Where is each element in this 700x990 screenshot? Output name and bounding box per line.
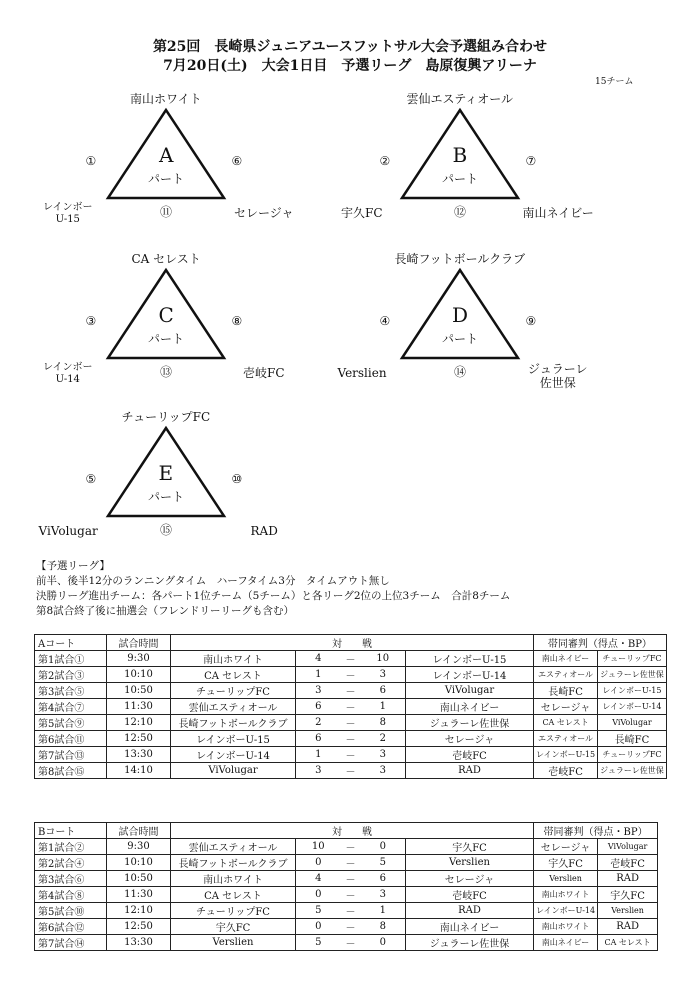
pool-d-bottom-left-team: Verslien (337, 366, 387, 380)
home-team: チューリップFC (171, 903, 296, 919)
game-number: 第2試合④ (35, 855, 107, 871)
score-separator: － (341, 715, 361, 731)
match-time: 13:30 (107, 935, 171, 951)
pool-b-left-number: ② (379, 154, 391, 168)
score-separator: － (341, 699, 361, 715)
table-row (35, 731, 667, 747)
referee-2: RAD (598, 871, 658, 887)
pool-b-right-number: ⑦ (525, 154, 537, 168)
home-score: 2 (296, 715, 341, 731)
score-separator: － (341, 903, 361, 919)
pool-e-right-number: ⑩ (231, 472, 243, 486)
table-row (35, 839, 658, 855)
pool-a-bottom-left-team: レインボー U-15 (43, 202, 93, 225)
home-score: 6 (296, 699, 341, 715)
score-separator: － (341, 747, 361, 763)
referee-1: エスティオール (534, 731, 598, 747)
home-score: 6 (296, 731, 341, 747)
table-row (35, 747, 667, 763)
pool-e-bottom-left-team: ViVolugar (38, 524, 98, 538)
home-score: 0 (296, 887, 341, 903)
away-score: 6 (361, 871, 406, 887)
court-a-header-match: 対 戦 (171, 635, 534, 651)
away-team: レインボーU-14 (406, 667, 534, 683)
referee-2: チューリップFC (598, 747, 667, 763)
referee-2: 壱岐FC (598, 855, 658, 871)
pool-b-bottom-right-team: 南山ネイビー (522, 206, 594, 220)
game-number: 第7試合⑭ (35, 935, 107, 951)
pool-d-bottom-right-team: ジュラーレ 佐世保 (528, 362, 588, 390)
pool-c-bottom-left-team: レインボー U-14 (43, 362, 93, 385)
table-row (35, 667, 667, 683)
score-separator: － (341, 683, 361, 699)
home-team: レインボーU-15 (171, 731, 296, 747)
table-row (35, 763, 667, 779)
game-number: 第4試合⑦ (35, 699, 107, 715)
pool-d-letter: D (452, 303, 469, 327)
pool-c-right-number: ⑧ (231, 314, 243, 328)
away-team: RAD (406, 903, 534, 919)
referee-2: RAD (598, 919, 658, 935)
home-score: 1 (296, 667, 341, 683)
score-separator: － (341, 763, 361, 779)
pool-e-letter: E (158, 461, 174, 485)
away-team: ジュラーレ佐世保 (406, 935, 534, 951)
referee-1: 南山ホワイト (534, 887, 598, 903)
game-number: 第5試合⑨ (35, 715, 107, 731)
referee-1: レインボーU-15 (534, 747, 598, 763)
rules-line-3: 第8試合終了後に抽選会（フレンドリーリーグも含む） (36, 605, 294, 617)
match-time: 12:10 (107, 715, 171, 731)
pool-a-letter: A (159, 143, 174, 167)
referee-1: エスティオール (534, 667, 598, 683)
home-team: 宇久FC (171, 919, 296, 935)
match-time: 10:50 (107, 683, 171, 699)
pool-a-bottom-right-team: セレージャ (234, 206, 294, 220)
match-time: 12:50 (107, 731, 171, 747)
home-score: 5 (296, 903, 341, 919)
referee-2: 長崎FC (598, 731, 667, 747)
referee-2: 宇久FC (598, 887, 658, 903)
score-separator: － (341, 935, 361, 951)
game-number: 第4試合⑧ (35, 887, 107, 903)
rules-block (36, 559, 510, 619)
referee-1: CA セレスト (534, 715, 598, 731)
home-team: 南山ホワイト (171, 651, 296, 667)
away-score: 3 (361, 763, 406, 779)
pool-a-bottom-number: ⑪ (160, 205, 173, 219)
referee-2: レインボーU-14 (598, 699, 667, 715)
table-row (35, 651, 667, 667)
game-number: 第8試合⑮ (35, 763, 107, 779)
pool-a-right-number: ⑥ (231, 154, 243, 168)
table-row (35, 919, 658, 935)
rules-heading: 【予選リーグ】 (36, 560, 110, 572)
table-row (35, 903, 658, 919)
score-separator: － (341, 919, 361, 935)
pool-d-left-number: ④ (379, 314, 391, 328)
referee-1: 南山ネイビー (534, 651, 598, 667)
away-score: 8 (361, 919, 406, 935)
table-row (35, 871, 658, 887)
table-row (35, 715, 667, 731)
court-b-header-time: 試合時間 (107, 823, 171, 839)
home-score: 0 (296, 855, 341, 871)
pool-a-part: パート (148, 172, 185, 186)
pool-d-bottom-number: ⑭ (454, 365, 467, 379)
pool-e-bottom-number: ⑮ (160, 523, 173, 537)
rules-line-2: 決勝リーグ進出チーム：各パート1位チーム（5チーム）と各リーグ2位の上位3チーム 合計8チーム (36, 590, 511, 602)
rules-line-1: 前半、後半12分のランニングタイム ハーフタイム3分 タイムアウト無し (36, 575, 390, 587)
pool-b-letter: B (452, 143, 468, 167)
pool-e-left-number: ⑤ (85, 472, 97, 486)
away-team: 宇久FC (406, 839, 534, 855)
away-team: Verslien (406, 855, 534, 871)
match-time: 12:50 (107, 919, 171, 935)
pool-b-bottom-number: ⑫ (454, 205, 467, 219)
away-score: 3 (361, 667, 406, 683)
away-team: ジュラーレ佐世保 (406, 715, 534, 731)
away-score: 1 (361, 699, 406, 715)
pool-c-bottom-right-team: 壱岐FC (243, 366, 285, 380)
away-team: 南山ネイビー (406, 699, 534, 715)
game-number: 第1試合① (35, 651, 107, 667)
pool-a-left-number: ① (85, 154, 97, 168)
score-separator: － (341, 651, 361, 667)
referee-1: 南山ホワイト (534, 919, 598, 935)
pool-c-top-team: CA セレスト (131, 252, 201, 266)
home-team: 雲仙エスティオール (171, 699, 296, 715)
home-score: 4 (296, 651, 341, 667)
pool-c-part: パート (148, 332, 185, 346)
court-a-header-court: Aコート (35, 635, 107, 651)
away-team: 壱岐FC (406, 747, 534, 763)
pool-d-part: パート (442, 332, 479, 346)
match-time: 9:30 (107, 651, 171, 667)
score-separator: － (341, 871, 361, 887)
game-number: 第3試合⑥ (35, 871, 107, 887)
away-team: 南山ネイビー (406, 919, 534, 935)
away-score: 10 (361, 651, 406, 667)
home-score: 5 (296, 935, 341, 951)
home-score: 3 (296, 683, 341, 699)
pool-b-top-team: 雲仙エスティオール (406, 92, 514, 106)
table-row (35, 887, 658, 903)
pool-c-left-number: ③ (85, 314, 97, 328)
match-time: 14:10 (107, 763, 171, 779)
pool-d-right-number: ⑨ (525, 314, 537, 328)
home-team: レインボーU-14 (171, 747, 296, 763)
pool-c-letter: C (158, 303, 174, 327)
title-line-2: 7月20日(土) 大会1日目 予選リーグ 島原復興アリーナ (163, 58, 537, 74)
away-score: 3 (361, 887, 406, 903)
game-number: 第5試合⑩ (35, 903, 107, 919)
home-team: 長崎フットボールクラブ (171, 715, 296, 731)
away-score: 8 (361, 715, 406, 731)
referee-1: Verslien (534, 871, 598, 887)
referee-2: ViVolugar (598, 715, 667, 731)
home-team: CA セレスト (171, 887, 296, 903)
match-time: 9:30 (107, 839, 171, 855)
match-time: 10:10 (107, 667, 171, 683)
table-row (35, 855, 658, 871)
home-score: 0 (296, 919, 341, 935)
match-time: 11:30 (107, 699, 171, 715)
away-score: 5 (361, 855, 406, 871)
game-number: 第1試合② (35, 839, 107, 855)
away-score: 0 (361, 839, 406, 855)
away-score: 6 (361, 683, 406, 699)
pool-b-bottom-left-team: 宇久FC (341, 206, 383, 220)
game-number: 第7試合⑬ (35, 747, 107, 763)
referee-1: 南山ネイビー (534, 935, 598, 951)
referee-2: チューリップFC (598, 651, 667, 667)
game-number: 第3試合⑤ (35, 683, 107, 699)
away-score: 1 (361, 903, 406, 919)
score-separator: － (341, 839, 361, 855)
away-team: RAD (406, 763, 534, 779)
title-line-1: 第25回 長崎県ジュニアユースフットサル大会予選組み合わせ (152, 39, 548, 55)
away-team: セレージャ (406, 731, 534, 747)
home-team: Verslien (171, 935, 296, 951)
match-time: 11:30 (107, 887, 171, 903)
pool-e-top-team: チューリップFC (121, 410, 211, 424)
away-team: ViVolugar (406, 683, 534, 699)
home-score: 10 (296, 839, 341, 855)
home-score: 3 (296, 763, 341, 779)
court-b-header-match: 対 戦 (171, 823, 534, 839)
pool-d-top-team: 長崎フットボールクラブ (394, 252, 526, 266)
home-team: 長崎フットボールクラブ (171, 855, 296, 871)
home-team: 雲仙エスティオール (171, 839, 296, 855)
referee-1: 壱岐FC (534, 763, 598, 779)
referee-2: レインボーU-15 (598, 683, 667, 699)
score-separator: － (341, 667, 361, 683)
score-separator: － (341, 731, 361, 747)
match-time: 13:30 (107, 747, 171, 763)
pool-c-bottom-number: ⑬ (160, 365, 173, 379)
home-team: CA セレスト (171, 667, 296, 683)
court-b-header-referee: 帯同審判（得点・BP） (534, 823, 658, 839)
match-time: 10:50 (107, 871, 171, 887)
referee-2: CA セレスト (598, 935, 658, 951)
away-team: レインボーU-15 (406, 651, 534, 667)
home-score: 4 (296, 871, 341, 887)
away-score: 0 (361, 935, 406, 951)
home-team: チューリップFC (171, 683, 296, 699)
score-separator: － (341, 887, 361, 903)
pool-b-part: パート (442, 172, 479, 186)
referee-1: レインボーU-14 (534, 903, 598, 919)
table-row (35, 683, 667, 699)
table-row (35, 935, 658, 951)
referee-2: ジュラーレ佐世保 (598, 763, 667, 779)
game-number: 第6試合⑫ (35, 919, 107, 935)
score-separator: － (341, 855, 361, 871)
court-b-header-court: Bコート (35, 823, 107, 839)
home-team: ViVolugar (171, 763, 296, 779)
home-score: 1 (296, 747, 341, 763)
court-b-header-row (35, 823, 658, 839)
home-team: 南山ホワイト (171, 871, 296, 887)
table-row (35, 699, 667, 715)
referee-2: Verslien (598, 903, 658, 919)
court-b-schedule (34, 822, 658, 951)
match-time: 12:10 (107, 903, 171, 919)
court-a-header-time: 試合時間 (107, 635, 171, 651)
court-a-header-row (35, 635, 667, 651)
court-a-schedule (34, 634, 667, 779)
game-number: 第6試合⑪ (35, 731, 107, 747)
referee-1: 宇久FC (534, 855, 598, 871)
referee-1: セレージャ (534, 839, 598, 855)
away-score: 2 (361, 731, 406, 747)
pool-e-bottom-right-team: RAD (250, 524, 278, 538)
court-a-header-referee: 帯同審判（得点・BP） (534, 635, 667, 651)
pool-a-top-team: 南山ホワイト (130, 92, 202, 106)
referee-1: 長崎FC (534, 683, 598, 699)
away-team: セレージャ (406, 871, 534, 887)
pool-e-part: パート (148, 490, 185, 504)
away-team: 壱岐FC (406, 887, 534, 903)
referee-2: ViVolugar (598, 839, 658, 855)
game-number: 第2試合③ (35, 667, 107, 683)
away-score: 3 (361, 747, 406, 763)
referee-2: ジュラーレ佐世保 (598, 667, 667, 683)
team-count: 15チーム (595, 77, 634, 87)
referee-1: セレージャ (534, 699, 598, 715)
match-time: 10:10 (107, 855, 171, 871)
